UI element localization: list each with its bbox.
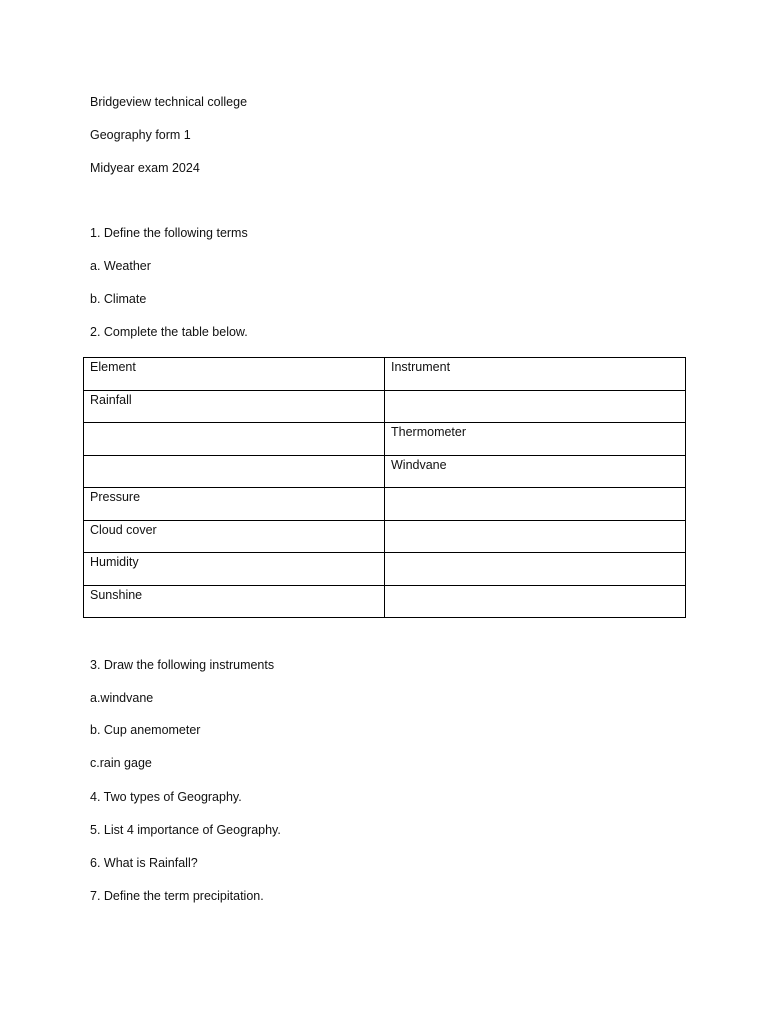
question-6: 6. What is Rainfall? <box>90 856 198 870</box>
table-cell-element <box>84 455 385 488</box>
table-row <box>84 455 686 488</box>
question-4: 4. Two types of Geography. <box>90 790 242 804</box>
question-7: 7. Define the term precipitation. <box>90 889 264 903</box>
question-1a: a. Weather <box>90 259 151 273</box>
table-cell-instrument <box>385 585 686 618</box>
table-cell-instrument: Windvane <box>385 455 686 488</box>
question-3: 3. Draw the following instruments <box>90 658 275 672</box>
table-cell-element <box>84 423 385 456</box>
table-cell-instrument <box>385 488 686 521</box>
question-1b: b. Climate <box>90 292 147 306</box>
table-cell-instrument <box>385 520 686 553</box>
table-cell-instrument <box>385 390 686 423</box>
question-5: 5. List 4 importance of Geography. <box>90 823 281 837</box>
table-cell-element: Sunshine <box>84 585 385 618</box>
table-row <box>84 585 686 618</box>
table-header-element: Element <box>84 358 385 391</box>
table-row <box>84 553 686 586</box>
table-header-instrument: Instrument <box>385 358 686 391</box>
question-3b: b. Cup anemometer <box>90 723 201 737</box>
table-row <box>84 520 686 553</box>
question-1: 1. Define the following terms <box>90 226 248 240</box>
question-3c: c.rain gage <box>90 756 152 770</box>
table-row <box>84 423 686 456</box>
table-row <box>84 488 686 521</box>
exam-title: Midyear exam 2024 <box>90 161 200 175</box>
table-cell-element: Humidity <box>84 553 385 586</box>
subject-title: Geography form 1 <box>90 128 191 142</box>
table-row <box>84 390 686 423</box>
table-cell-element: Pressure <box>84 488 385 521</box>
table-header-row <box>84 358 686 391</box>
table-cell-instrument: Thermometer <box>385 423 686 456</box>
table-cell-instrument <box>385 553 686 586</box>
question-3a: a.windvane <box>90 691 154 705</box>
table-cell-element: Rainfall <box>84 390 385 423</box>
table-cell-element: Cloud cover <box>84 520 385 553</box>
school-name: Bridgeview technical college <box>90 95 248 109</box>
element-instrument-table <box>83 357 686 618</box>
question-2: 2. Complete the table below. <box>90 325 248 339</box>
